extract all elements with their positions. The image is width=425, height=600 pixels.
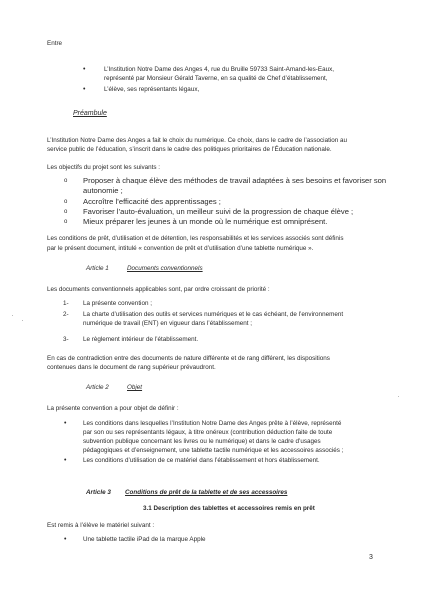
list-number: 3- [63,336,69,343]
article1-item: Le règlement intérieur de l’établissement. [83,336,199,343]
list-number: 2- [63,311,69,318]
bullet-icon: • [64,536,67,543]
party1-line1: L’Institution Notre Dame des Anges 4, rue du Bruille 59733 Saint-Amand-les-Eaux, [104,66,334,73]
article1-item-continued: numérique de travail (ENT) en vigueur dans l’établissement ; [83,320,253,327]
preambule-p1-line1: L’Institution Notre Dame des Anges a fait le choix du numérique. Ce choix, dans le cadre de l’association au [47,137,347,144]
scan-speck [22,320,23,321]
article1-item: La charte d’utilisation des outils et services numériques et le cas échéant, de l’environnement [83,311,344,318]
objective-item: Proposer à chaque élève des méthodes de travail adaptées à ses besoins et favoriser son [83,176,387,185]
article3-subheading: 3.1 Description des tablettes et accessoires remis en prêt [143,505,315,512]
article3-title: Conditions de prêt de la tablette et de ses accessoires [125,489,288,496]
bullet-icon: • [83,66,86,73]
preambule-p1-line2: service public de l’éducation, s’inscrit dans le cadre des politiques prioritaires de l’Éducation nationale. [47,146,332,153]
party2: L’élève, ses représentants légaux, [104,86,200,93]
objectives-intro: Les objectifs du projet sont les suivants : [47,164,161,171]
objective-item: Accroître l’efficacité des apprentissages ; [83,197,221,206]
parties-intro: Entre [47,40,63,47]
article2-title: Objet [127,384,143,391]
preambule-p2-line2: par le présent document, intitulé « convention de prêt et d’utilisation d’une tablette numérique ». [47,245,314,252]
article2-intro: La présente convention a pour objet de définir : [47,405,179,412]
circle-bullet-icon: o [64,219,68,225]
objective-item: Favoriser l’auto-évaluation, un meilleur suivi de la progression de chaque élève ; [83,207,354,216]
article2-item1-line: par son ou ses représentants légaux, à titre onéreux (contribution déduction faite de toute [83,429,333,436]
article3-intro: Est remis à l’élève le matériel suivant : [47,522,155,529]
objective-item: Mieux préparer les jeunes à un monde où le numérique est omniprésent. [83,217,328,226]
bullet-icon: • [83,86,86,93]
article2-item1-line: subvention publique concernant les livres ou le numérique) et dans le cadre d’usages [83,438,321,445]
article1-number: Article 1 [86,265,109,272]
scan-speck [398,396,399,397]
circle-bullet-icon: o [64,199,68,205]
objective-item-continued: autonomie ; [83,186,123,195]
scan-speck [12,315,13,316]
list-number: 1- [63,300,69,307]
article2-item2: Les conditions d’utilisation de ce matériel dans l’établissement et hors établissement. [83,457,320,464]
article3-item1: Une tablette tactile iPad de la marque Apple [83,536,206,543]
preambule-p2-line1: Les conditions de prêt, d’utilisation et de détention, les responsabilités et les services associés sont définis [47,235,344,242]
article1-intro: Les documents conventionnels applicables sont, par ordre croissant de priorité : [47,286,270,293]
party1-line2: représenté par Monsieur Gérald Taverne, en sa qualité de Chef d’établissement, [104,75,328,82]
article1-p-line2: contenues dans le document de rang supérieur prévaudront. [47,364,216,371]
article2-item1-line: Les conditions dans lesquelles l’Institution Notre Dame des Anges prête à l’élève, représenté [83,420,342,427]
bullet-icon: • [64,420,67,427]
article1-title: Documents conventionnels [127,265,203,272]
article2-item1-line: pédagogiques et d’enseignement, une tablette tactile numérique et les accessoires associés ; [83,447,344,454]
page-number: 3 [369,554,373,561]
bullet-icon: • [64,457,67,464]
article1-p-line1: En cas de contradiction entre des documents de nature différente et de rang différent, les dispositions [47,355,330,362]
article1-item: La présente convention ; [83,300,152,307]
circle-bullet-icon: o [64,209,68,215]
article2-number: Article 2 [86,384,109,391]
circle-bullet-icon: o [64,178,68,184]
preambule-heading: Préambule [73,110,107,117]
article3-number: Article 3 [86,489,111,496]
